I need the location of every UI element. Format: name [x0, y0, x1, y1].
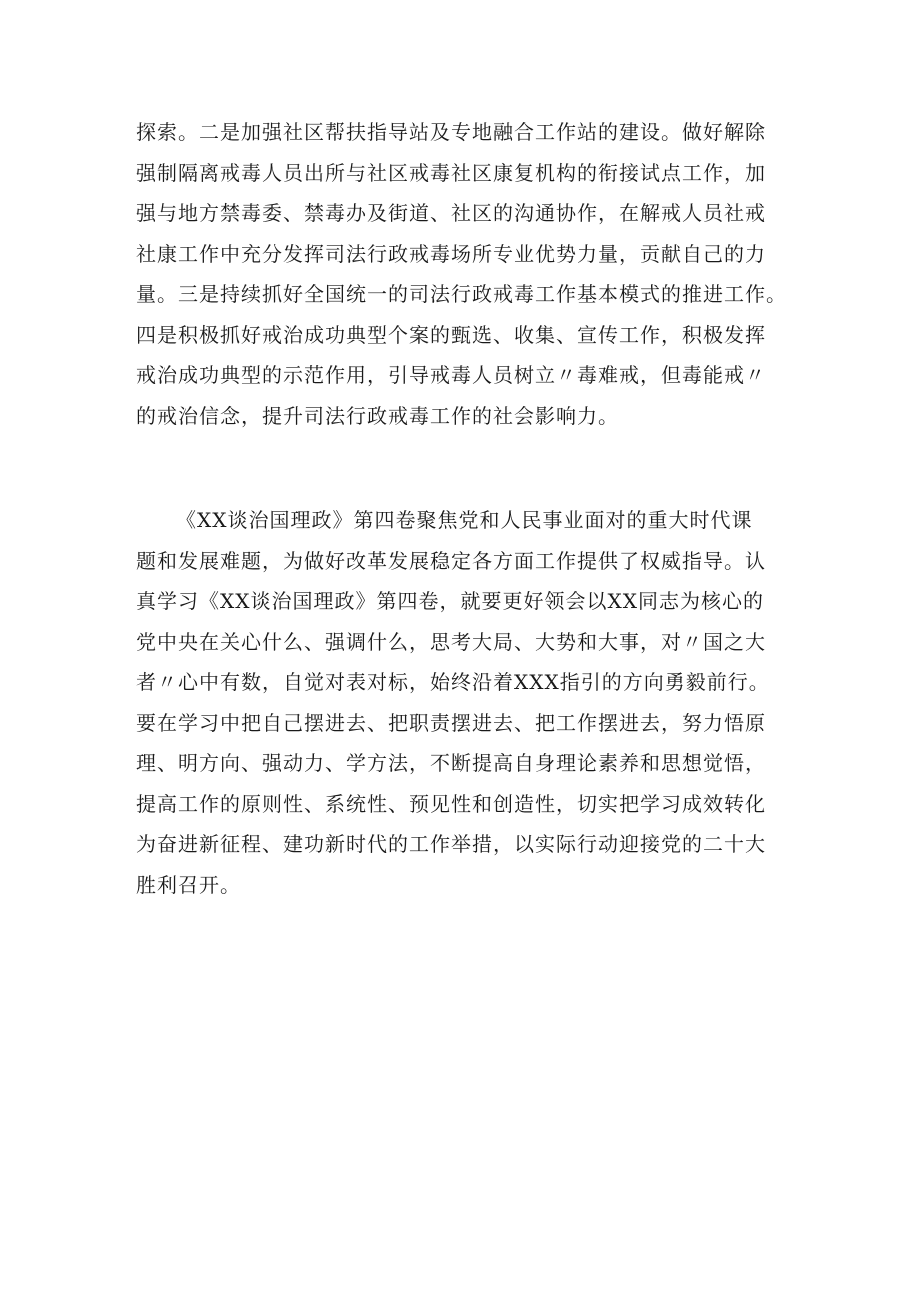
paragraph-1-line-1: 探索。二是加强社区帮扶指导站及专地融合工作站的建设。做好解除: [136, 120, 766, 144]
paragraph-2: [136, 500, 826, 905]
paragraph-2-line-8: 提高工作的原则性、系统性、预见性和创造性，切实把学习成效转化: [136, 791, 766, 816]
paragraph-2-line-6: 要在学习中把自己摆进去、把职责摆进去、把工作摆进去，努力悟原: [136, 710, 766, 735]
paragraph-2-line-9: 为奋进新征程、建功新时代的工作举措，以实际行动迎接党的二十大: [136, 832, 766, 856]
paragraph-2-line-10: 胜利召开。: [136, 872, 241, 897]
paragraph-1-line-6: 四是积极抓好戒治成功典型个案的甄选、收集、宣传工作，积极发挥: [136, 322, 766, 347]
paragraph-2-line-5: 者〃心中有数，自觉对表对标，始终沿着XXX指引的方向勇毅前行。: [136, 670, 770, 694]
paragraph-2-line-1: 《XX谈治国理政》第四卷聚焦党和人民事业面对的重大时代课: [176, 508, 753, 532]
paragraph-1: [136, 112, 826, 436]
paragraph-2-line-7: 理、明方向、强动力、学方法，不断提高自身理论素养和思想觉悟，: [136, 751, 766, 775]
paragraph-1-line-3: 强与地方禁毒委、禁毒办及街道、社区的沟通协作，在解戒人员社戒: [136, 201, 766, 225]
paragraph-2-line-4: 党中央在关心什么、强调什么，思考大局、大势和大事，对〃国之大: [136, 629, 766, 654]
paragraph-1-line-5: 量。三是持续抓好全国统一的司法行政戒毒工作基本模式的推进工作。: [136, 282, 787, 306]
paragraph-2-line-3: 真学习《XX谈治国理政》第四卷，就要更好领会以XX同志为核心的: [136, 589, 764, 613]
paragraph-2-line-2: 题和发展难题，为做好改革发展稳定各方面工作提供了权威指导。认: [136, 548, 766, 573]
paragraph-1-line-7: 戒治成功典型的示范作用，引导戒毒人员树立〃毒难戒，但毒能戒〃: [136, 363, 766, 387]
paragraph-1-line-2: 强制隔离戒毒人员出所与社区戒毒社区康复机构的衔接试点工作，加: [136, 160, 766, 185]
paragraph-1-line-8: 的戒治信念，提升司法行政戒毒工作的社会影响力。: [136, 403, 619, 428]
paragraph-1-line-4: 社康工作中充分发挥司法行政戒毒场所专业优势力量，贡献自己的力: [136, 241, 766, 266]
